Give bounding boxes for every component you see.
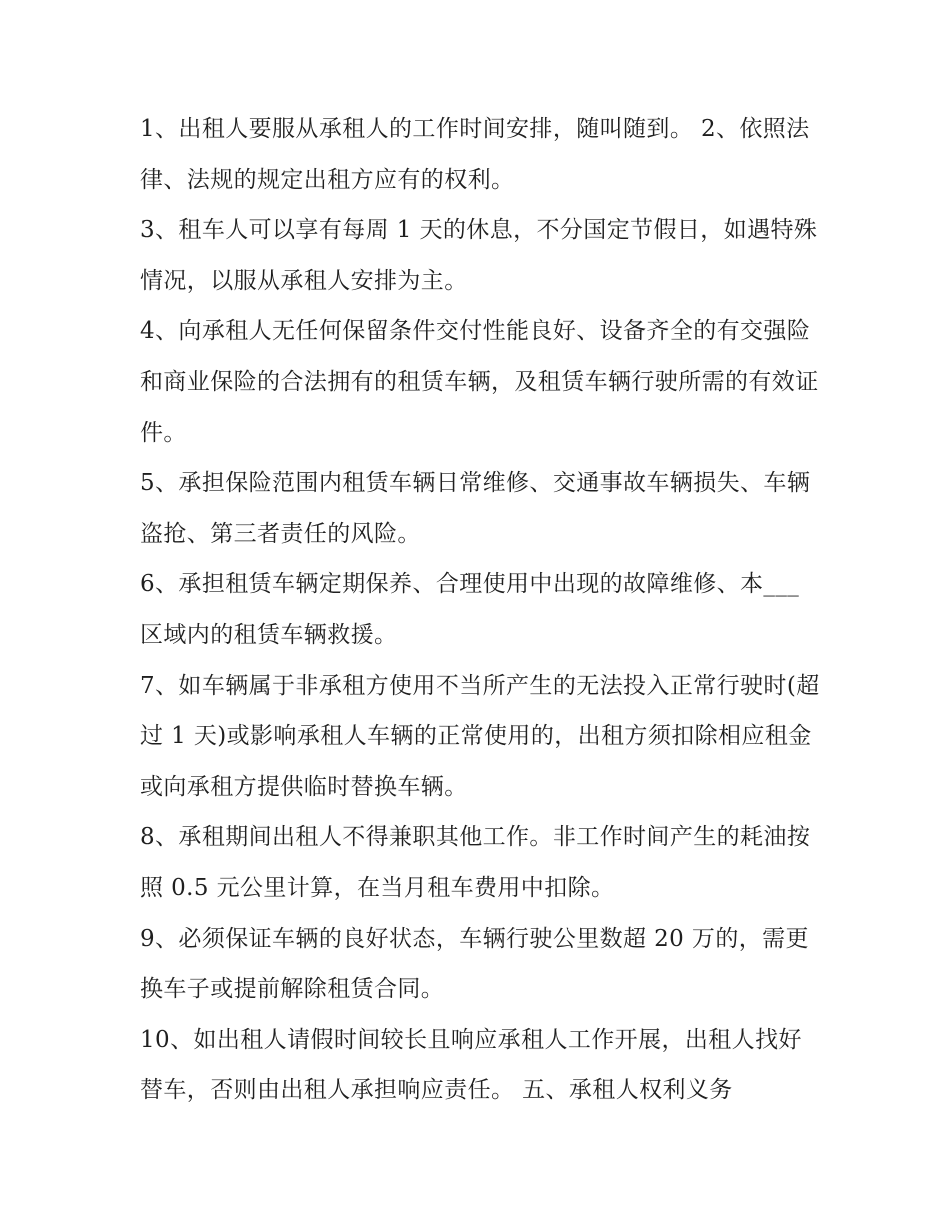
clause-10: 10、如出租人请假时间较长且响应承租人工作开展，出租人找好替车，否则由出租人承担响应责任。 五、承租人权利义务 xyxy=(140,1026,802,1104)
clause-1: 1、出租人要服从承租人的工作时间安排，随叫随到。 2、依照法律、法规的规定出租方应有的权利。 xyxy=(140,116,810,193)
clause-3: 3、租车人可以享有每周 1 天的休息，不分国定节假日，如遇特殊情况，以服从承租人安排为主。 xyxy=(140,217,818,294)
clause-9: 9、必须保证车辆的良好状态，车辆行驶公里数超 20 万的，需更换车子或提前解除租赁合同。 xyxy=(140,925,809,1003)
document-body xyxy=(140,104,820,1116)
clause-7: 7、如车辆属于非承租方使用不当所产生的无法投入正常行驶时(超过 1 天)或影响承租人车辆的正常使用的，出租方须扣除相应租金或向承租方提供临时替换车辆。 xyxy=(140,672,820,800)
clause-4: 4、向承租人无任何保留条件交付性能良好、设备齐全的有交强险和商业保险的合法拥有的租赁车辆，及租赁车辆行驶所需的有效证件。 xyxy=(140,318,819,446)
clause-5: 5、承担保险范围内租赁车辆日常维修、交通事故车辆损失、车辆盗抢、第三者责任的风险。 xyxy=(140,470,811,547)
clause-6: 6、承担租赁车辆定期保养、合理使用中出现的故障维修、本___区域内的租赁车辆救援。 xyxy=(140,571,800,648)
clause-8: 8、承租期间出租人不得兼职其他工作。非工作时间产生的耗油按照 0.5 元公里计算，在当月租车费用中扣除。 xyxy=(140,824,811,901)
